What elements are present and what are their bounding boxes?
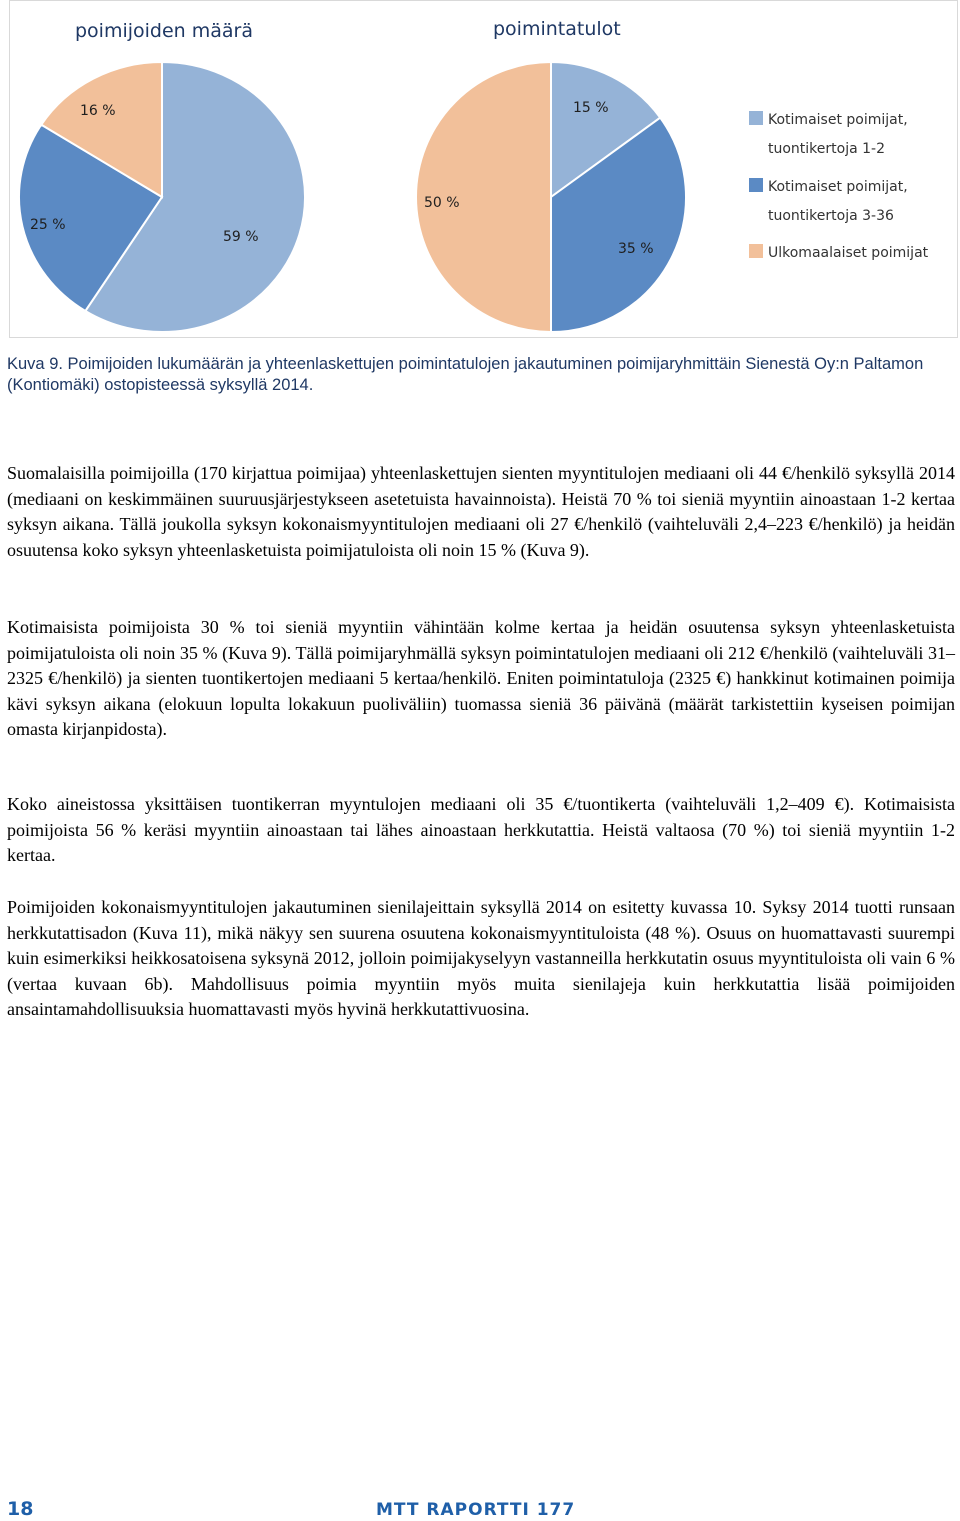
pie-charts-figure	[10, 1, 957, 337]
slice-label-0-2: 16 %	[80, 103, 116, 119]
legend-swatch-2	[749, 244, 763, 258]
paragraph-1: Suomalaisilla poimijoilla (170 kirjattua poimijaa) yhteenlaskettujen sienten myyntitulojen mediaani oli 44 €/henkilö syksyllä 2014 (mediaani on keskimmäinen suuruusjärjestykseen asetetuista havainnoista). Heistä 70 % toi sieniä myyntiin ainoastaan 1-2 kertaa syksyn aikana. Tällä joukolla syksyn kokonaismyyntitulojen mediaani oli 27 €/henkilö (vaihteluväli 2,4‒223 €/henkilö) ja heidän osuutensa koko syksyn yhteenlasketuista poimijatuloista oli noin 15 % (Kuva 9).	[7, 463, 955, 560]
slice-label-1-0: 15 %	[573, 100, 609, 116]
page-number: 18	[7, 1498, 34, 1520]
legend-swatch-0	[749, 111, 763, 125]
legend	[749, 111, 929, 261]
legend-label-2: Ulkomaalaiset poimijat	[768, 245, 929, 261]
paragraph-2: Kotimaisista poimijoista 30 % toi sieniä myyntiin vähintään kolme kertaa ja heidän osuutensa syksyn yhteenlasketuista poimijatuloista oli noin 35 % (Kuva 9). Tällä poimijaryhmällä syksyn poimintatulojen mediaani oli 212 €/henkilö (vaihteluväli 31‒2325 €/henkilö) ja sienten tuontikertojen mediaani 5 kertaa/henkilö. Eniten poimintatuloja (2325 €) hankkinut kotimainen poimija kävi syksyn aikana (elokuun lopulta lokakuun puoliväliin) tuomassa sieniä 36 päivänä (määrät tarkistettiin kyseisen poimijan omasta kirjanpidosta).	[7, 617, 955, 739]
report-name: MTT RAPORTTI 177	[376, 1500, 576, 1520]
legend-label-1-line2: tuontikertoja 3-36	[768, 208, 894, 224]
legend-label-0: Kotimaiset poimijat,	[768, 112, 908, 128]
paragraph-3: Koko aineistossa yksittäisen tuontikerran myyntulojen mediaani oli 35 €/tuontikerta (vaihteluväli 1,2‒409 €). Kotimaisista poimijoista 56 % keräsi myyntiin ainoastaan tai lähes ainoastaan herkkutattia. Heistä valtaosa (70 %) toi sieniä myyntiin 1-2 kertaa.	[7, 794, 955, 865]
slice-label-0-1: 25 %	[30, 217, 66, 233]
chart-title-right: poimintatulot	[493, 18, 621, 40]
slice-label-1-2: 50 %	[424, 195, 460, 211]
slice-label-1-1: 35 %	[618, 241, 654, 257]
legend-label-0-line2: tuontikertoja 1-2	[768, 141, 885, 157]
pie-chart-right	[416, 62, 686, 332]
chart-title-left: poimijoiden määrä	[75, 20, 254, 42]
figure-caption: Kuva 9. Poimijoiden lukumäärän ja yhteenlaskettujen poimintatulojen jakautuminen poimijaryhmittäin Sienestä Oy:n Paltamon (Kontiomäki) ostopisteessä syksyllä 2014.	[7, 355, 924, 394]
paragraph-4: Poimijoiden kokonaismyyntitulojen jakautuminen sienilajeittain syksyllä 2014 on esitetty kuvassa 10. Syksy 2014 tuotti runsaan herkkutattisadon (Kuva 11), mikä näkyy sen suurena osuutena kokonaismyyntituloista (48 %). Osuus on huomattavasti suurempi kuin esimerkiksi heikkosatoisena syksynä 2012, jolloin poimijakyselyyn vastanneilla herkkutatin osuus myyntituloista oli vain 6 % (vertaa kuvaan 6b). Mahdollisuus poimia myyntiin myös muita sienilajeja kuin herkkutattia lisää poimijoiden ansaintamahdollisuuksia huomattavasti myös hyvinä herkkutattivuosina.	[7, 897, 955, 1019]
slice-label-0-0: 59 %	[223, 229, 259, 245]
legend-swatch-1	[749, 178, 763, 192]
pie-chart-left	[19, 62, 305, 332]
legend-label-1: Kotimaiset poimijat,	[768, 179, 908, 195]
figure-box	[9, 0, 958, 338]
